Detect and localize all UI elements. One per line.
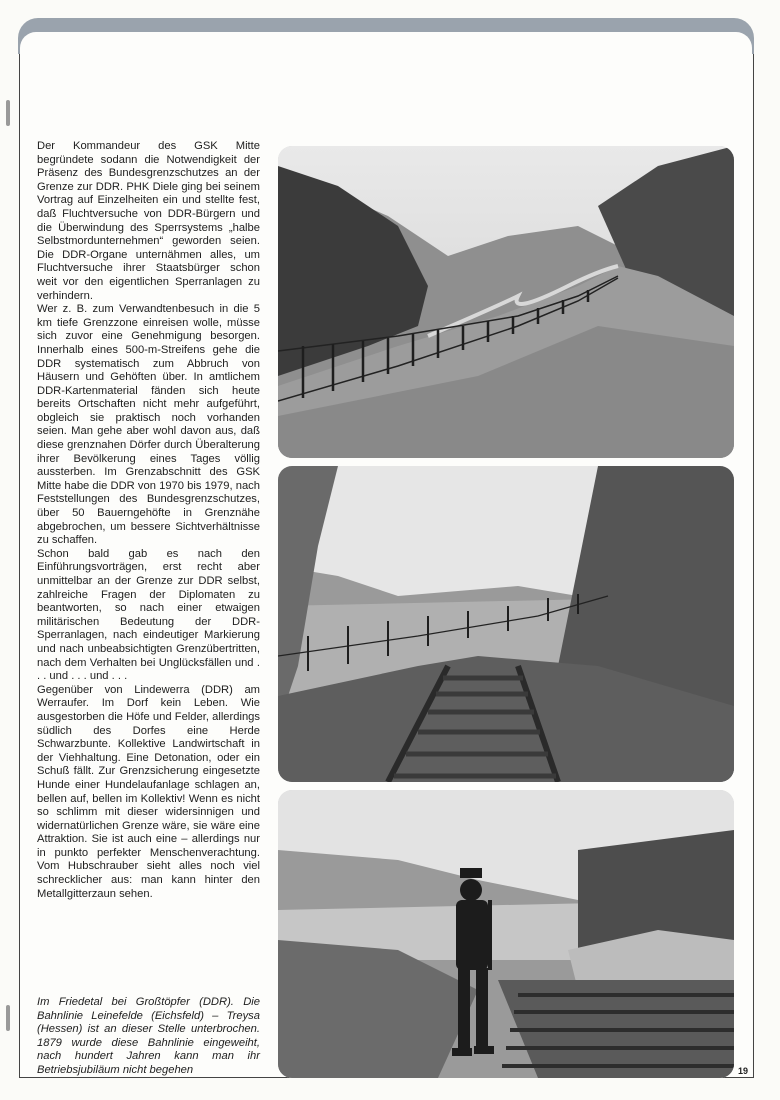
binding-mark <box>6 1005 10 1031</box>
left-border-rule <box>19 54 20 1078</box>
right-border-rule <box>753 54 754 1078</box>
article-paragraph: Gegenüber von Lindewerra (DDR) am Werraufer. Im Dorf kein Leben. Wie ausgestorben die Höfe und Felder, allerdings südlich des Dorfes eine Herde Schwarzbunte. Kollektive Landwirtschaft in der Viehhaltung. Eine Detonation, oder ein Schuß fällt. Zur Grenzsicherung eingesetzte Hunde einer Hundelaufanlage schlagen an, bellen auf, bellen im Kollektiv! Wenn es nicht so schlimm mit dieser widersinnigen und widernatürlichen Grenze wäre, sie wäre eine Attraktion. Sie ist auch eine – allerdings nur in punkto perfekter Menschenverachtung. Vom Hubschrauber sieht alles noch viel schrecklicher aus: man kann hinter den Metallgitterzaun sehen. <box>37 683 260 900</box>
page-number: 19 <box>738 1066 749 1076</box>
article-paragraph: Der Kommandeur des GSK Mitte begründete sodann die Notwendigkeit der Präsenz des Bundesgrenzschutzes an der Grenze zur DDR. PHK Diele ging bei seinem Vortrag auf Einzelheiten ein und stellte fest, daß Fluchtversuche von DDR-Bürgern und die Überwindung des Sperrsystems „halbe Selbstmordunternehmen“ geworden seien. Die DDR-Organe unternähmen alles, um Fluchtversuche ihrer Staatsbürger schon weit vor den eigentlichen Sperranlagen zu verhindern. <box>37 140 260 302</box>
photo-border-guard <box>278 790 734 1078</box>
binding-mark <box>6 100 10 126</box>
photo-railway-tracks <box>278 466 734 782</box>
photo-caption: Im Friedetal bei Großtöpfer (DDR). Die Bahnlinie Leinefelde (Eichsfeld) – Treysa (Hessen) ist an dieser Stelle unterbrochen. 1879 wurde diese Bahnlinie eingeweiht, nach hundert Jahren kann man ihr Betriebsjubiläum nicht begehen <box>37 996 260 1076</box>
article-paragraph: Wer z. B. zum Verwandtenbesuch in die 5 km tiefe Grenzzone einreisen wolle, müsse sich zuvor eine Genehmigung besorgen. Innerhalb eines 500-m-Streifens gehe die DDR systematisch zum Abbruch von Häusern und Gehöften über. In amtlichem DDR-Kartenmaterial fänden sich heute bereits Ortschaften nicht mehr aufgeführt, obgleich sie praktisch noch vorhanden seien. Man gehe aber wohl davon aus, daß diese grenznahen Dörfer durch Überalterung ihrer Bevölkerung eines Tages völlig aussterben. Im Grenzabschnitt des GSK Mitte habe die DDR von 1970 bis 1979, nach Feststellungen des Bundesgrenzschutzes, über 50 Bauerngehöfte in Grenznähe abgebrochen, um bessere Sichtverhältnisse zu schaffen. <box>37 303 260 547</box>
photo-border-fence-valley <box>278 146 734 458</box>
article-paragraph: Schon bald gab es nach den Einführungsvorträgen, erst recht aber unmittelbar an der Grenze zur DDR selbst, zahlreiche Fragen der Diplomaten zu beantworten, so nach einer etwaigen militärischen Bedeutung der DDR-Sperranlagen, nach eindeutiger Markierung und nach unbeabsichtigten Grenzübertritten, nach dem Verhalten bei Unglücksfällen und . . . und . . . und . . . <box>37 547 260 683</box>
article-body <box>37 140 260 901</box>
